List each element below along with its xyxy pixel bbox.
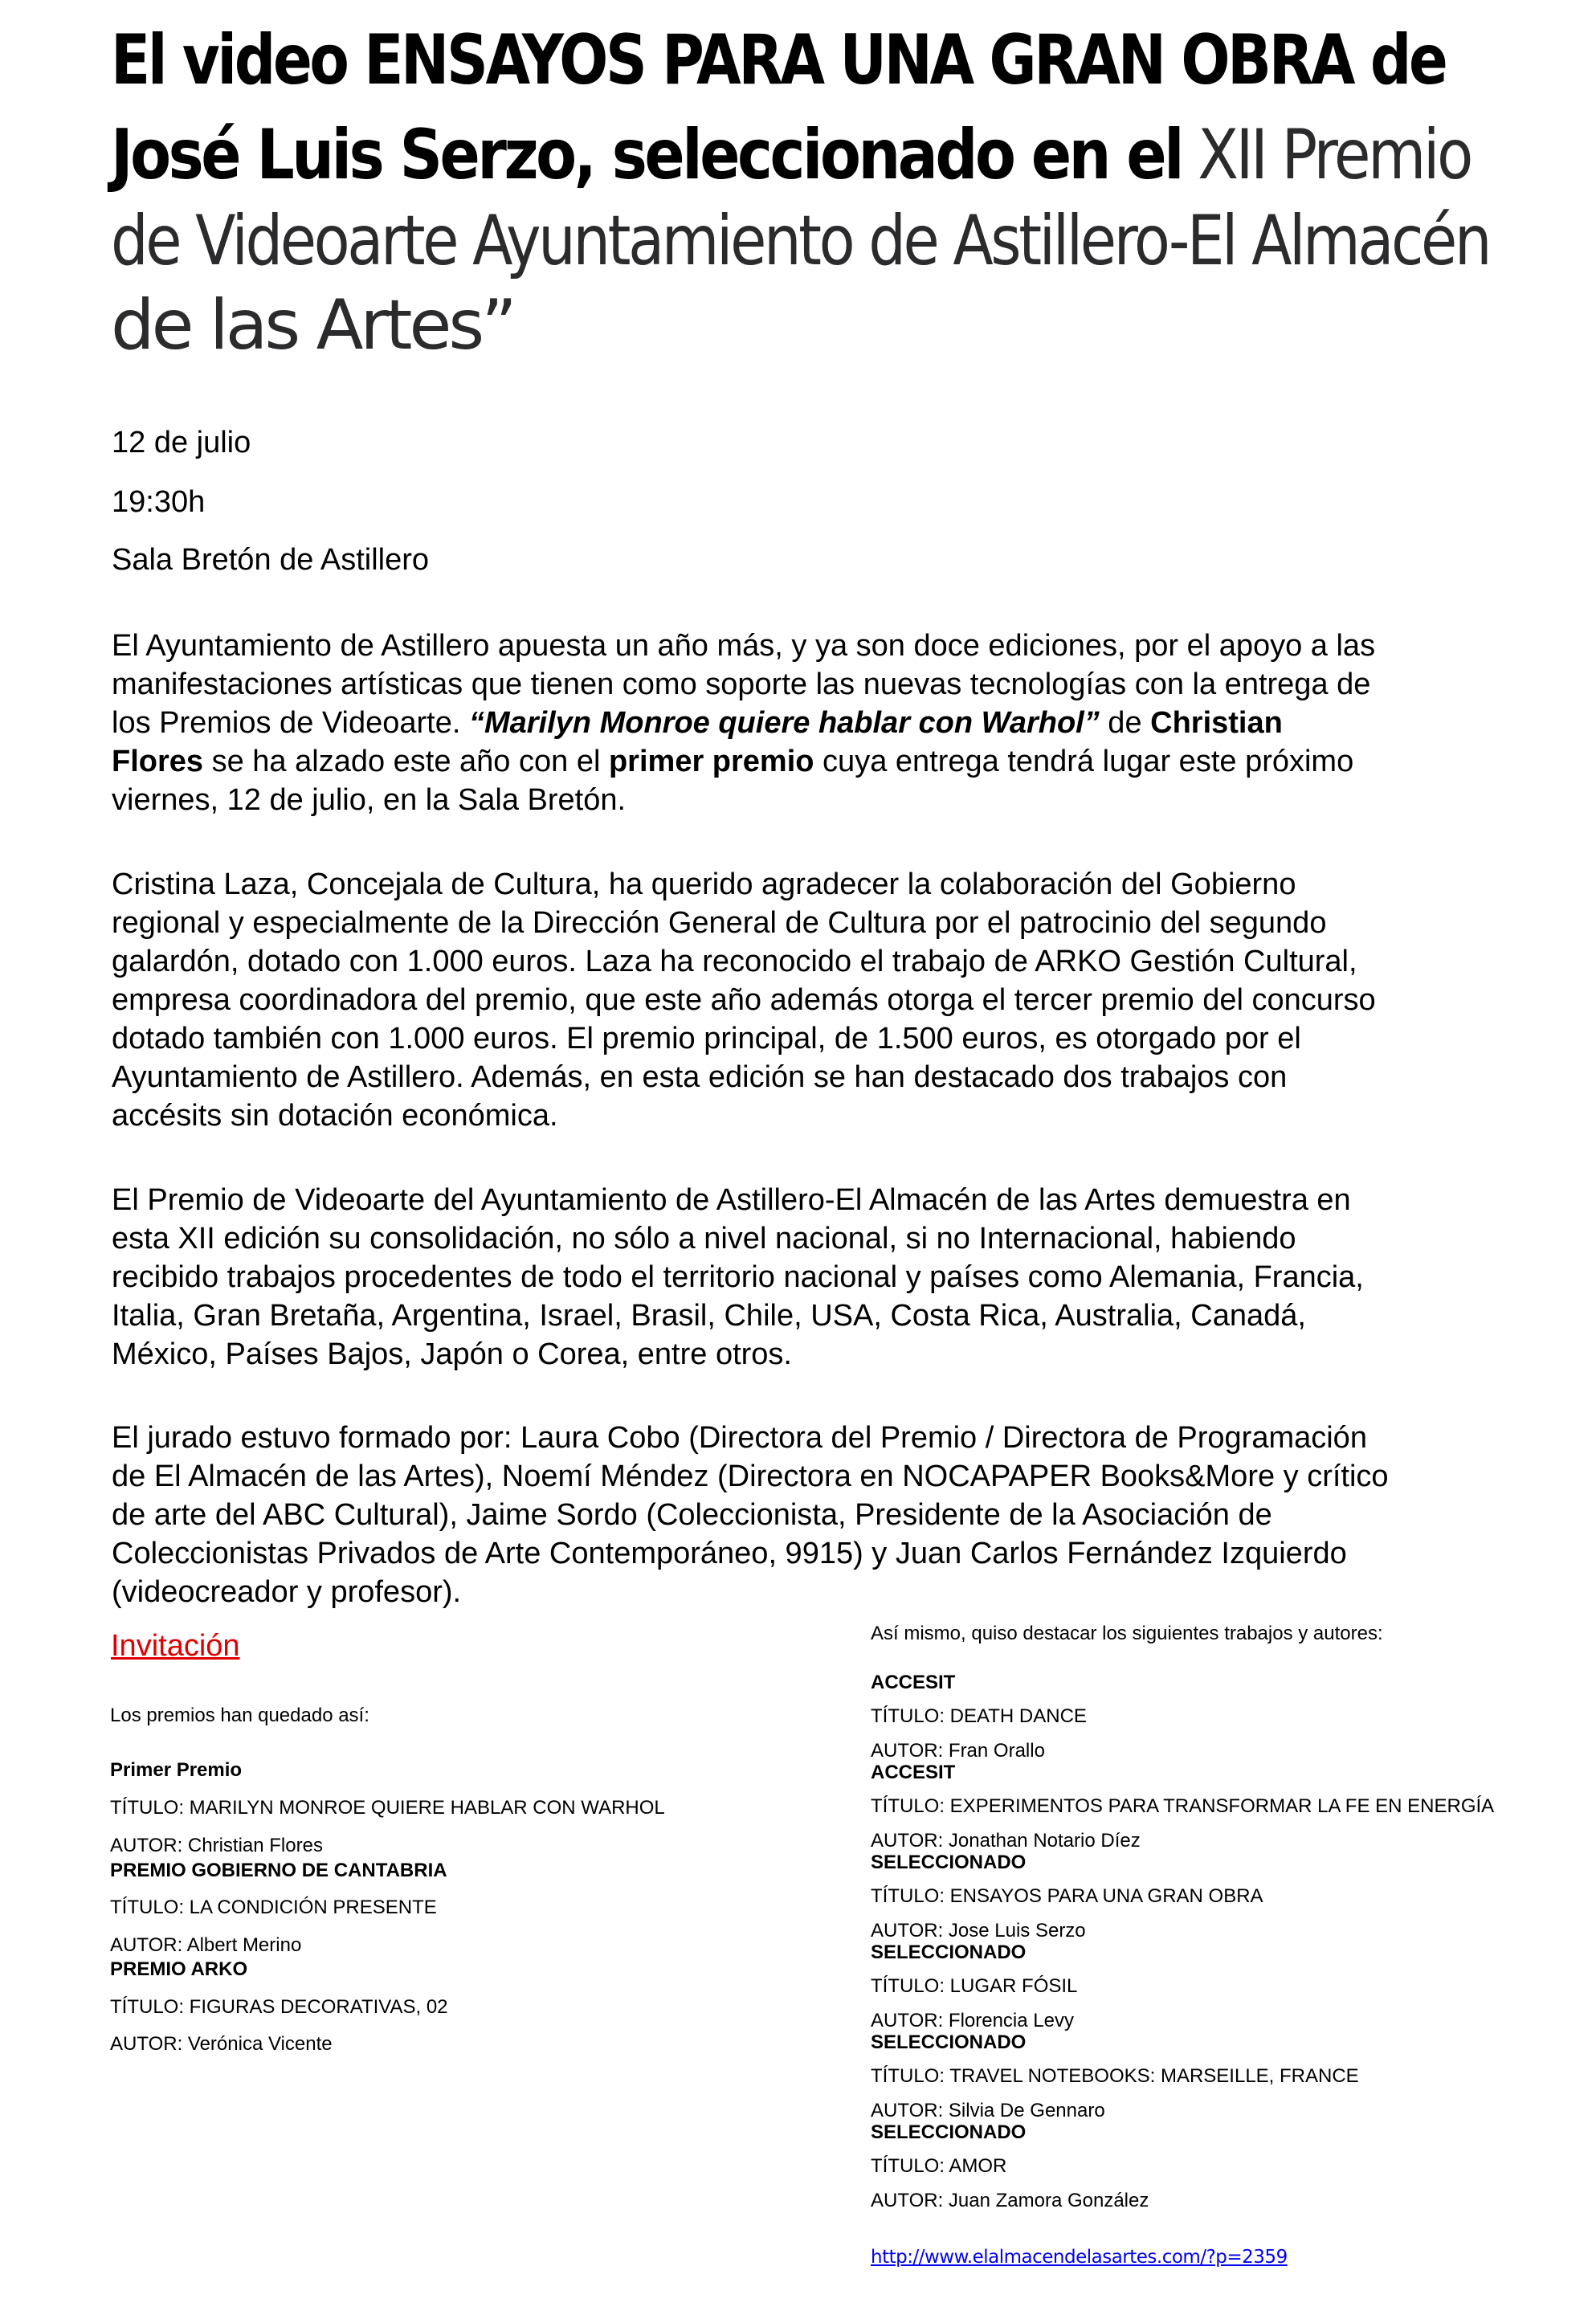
- paragraph-line: regional y especialmente de la Dirección General de Cultura por el patrocinio del segundo: [112, 906, 1327, 940]
- highlights-intro: Así mismo, quiso destacar los siguientes trabajos y autores:: [871, 1623, 1383, 1644]
- prize-category: Primer Premio: [110, 1759, 243, 1781]
- highlight-author: AUTOR: Silvia De Gennaro: [871, 2100, 1105, 2121]
- body-paragraph-1: [112, 627, 1525, 819]
- headline-regular-text: de Videoarte Ayuntamiento de Astillero-El Almacén: [111, 201, 1490, 281]
- highlight-title: TÍTULO: EXPERIMENTOS PARA TRANSFORMAR LA FE EN ENERGÍA: [871, 1795, 1495, 1817]
- paragraph-line: El jurado estuvo formado por: Laura Cobo (Directora del Premio / Directora de Programación: [112, 1421, 1367, 1455]
- paragraph-line: (videocreador y profesor).: [112, 1575, 462, 1609]
- highlight-category: SELECCIONADO: [871, 2031, 1027, 2053]
- paragraph-line: manifestaciones artísticas que tienen como soporte las nuevas tecnologías con la entrega de: [112, 668, 1371, 701]
- prize-title: TÍTULO: MARILYN MONROE QUIERE HABLAR CON WARHOL: [110, 1797, 665, 1819]
- paragraph-line: recibido trabajos procedentes de todo el territorio nacional y países como Alemania, Francia,: [112, 1260, 1364, 1294]
- invitation-link[interactable]: Invitación: [111, 1629, 240, 1663]
- source-url-link[interactable]: http://www.elalmacendelasartes.com/?p=2359: [871, 2247, 1288, 2268]
- prize-category: PREMIO ARKO: [110, 1958, 248, 1980]
- highlight-author: AUTOR: Jonathan Notario Díez: [871, 1830, 1141, 1852]
- headline-line-1: [111, 20, 1446, 100]
- paragraph-line: galardón, dotado con 1.000 euros. Laza ha reconocido el trabajo de ARKO Gestión Cultural,: [112, 945, 1357, 978]
- paragraph-line: Coleccionistas Privados de Arte Contemporáneo, 9915) y Juan Carlos Fernández Izquierdo: [112, 1537, 1347, 1570]
- highlight-title: TÍTULO: TRAVEL NOTEBOOKS: MARSEILLE, FRANCE: [871, 2065, 1359, 2087]
- headline-line-4: [111, 285, 514, 365]
- prizes-intro: Los premios han quedado así:: [110, 1705, 369, 1726]
- paragraph-text: de: [1099, 706, 1151, 740]
- paragraph-line: Ayuntamiento de Astillero. Además, en esta edición se han destacado dos trabajos con: [112, 1060, 1288, 1094]
- paragraph-line: [112, 742, 1353, 781]
- highlight-category: SELECCIONADO: [871, 1852, 1027, 1873]
- headline-bold-text: José Luis Serzo, seleccionado en el: [111, 115, 1182, 195]
- highlight-author: AUTOR: Fran Orallo: [871, 1740, 1045, 1762]
- winner-name: Christian: [1150, 706, 1283, 740]
- headline-line-3: [111, 201, 1490, 281]
- headline-bold-text: El video ENSAYOS PARA UNA GRAN OBRA de: [111, 20, 1446, 100]
- prize-title: TÍTULO: LA CONDICIÓN PRESENTE: [110, 1897, 437, 1918]
- paragraph-line: dotado también con 1.000 euros. El premio principal, de 1.500 euros, es otorgado por el: [112, 1022, 1301, 1056]
- highlight-title: TÍTULO: LUGAR FÓSIL: [871, 1975, 1078, 1997]
- highlight-author: AUTOR: Jose Luis Serzo: [871, 1920, 1086, 1942]
- prize-author: AUTOR: Christian Flores: [110, 1835, 323, 1856]
- highlight-category: ACCESIT: [871, 1672, 956, 1693]
- paragraph-line: de arte del ABC Cultural), Jaime Sordo (Coleccionista, Presidente de la Asociación de: [112, 1498, 1272, 1532]
- paragraph-line: México, Países Bajos, Japón o Corea, entre otros.: [112, 1337, 792, 1371]
- first-prize-text: primer premio: [608, 745, 814, 778]
- paragraph-text: se ha alzado este año con el: [203, 745, 609, 778]
- highlight-category: SELECCIONADO: [871, 1942, 1027, 1963]
- paragraph-text: cuya entrega tendrá lugar este próximo: [814, 745, 1354, 778]
- prize-category: PREMIO GOBIERNO DE CANTABRIA: [110, 1860, 447, 1881]
- highlight-category: ACCESIT: [871, 1762, 956, 1783]
- highlight-title: TÍTULO: ENSAYOS PARA UNA GRAN OBRA: [871, 1885, 1263, 1907]
- winning-work-title: “Marilyn Monroe quiere hablar con Warhol”: [468, 706, 1100, 740]
- highlight-title: TÍTULO: DEATH DANCE: [871, 1705, 1087, 1727]
- paragraph-line: El Premio de Videoarte del Ayuntamiento de Astillero-El Almacén de las Artes demuestra en: [112, 1183, 1351, 1217]
- paragraph-line: de El Almacén de las Artes), Noemí Méndez (Directora en NOCAPAPER Books&More y crítico: [112, 1460, 1389, 1493]
- paragraph-line: accésits sin dotación económica.: [112, 1099, 558, 1133]
- winner-name: Flores: [112, 745, 204, 778]
- headline-line-2: [111, 115, 1471, 195]
- highlight-title: TÍTULO: AMOR: [871, 2155, 1007, 2177]
- body-paragraph-2: [112, 865, 1525, 1135]
- headline-regular-text: de las Artes”: [111, 285, 514, 365]
- paragraph-line: El Ayuntamiento de Astillero apuesta un año más, y ya son doce ediciones, por el apoyo a las: [112, 629, 1376, 663]
- event-time: 19:30h: [112, 485, 206, 519]
- paragraph-line: [112, 704, 1283, 742]
- paragraph-text: los Premios de Videoarte.: [112, 706, 469, 740]
- event-venue: Sala Bretón de Astillero: [112, 543, 430, 577]
- paragraph-line: viernes, 12 de julio, en la Sala Bretón.: [112, 783, 627, 817]
- paragraph-line: esta XII edición su consolidación, no sólo a nivel nacional, si no Internacional, habiendo: [112, 1222, 1296, 1256]
- event-date: 12 de julio: [112, 426, 251, 459]
- prize-title: TÍTULO: FIGURAS DECORATIVAS, 02: [110, 1996, 448, 2018]
- headline-regular-text: XII Premio: [1182, 115, 1471, 195]
- paragraph-line: Italia, Gran Bretaña, Argentina, Israel, Brasil, Chile, USA, Costa Rica, Australia, Canadá,: [112, 1299, 1306, 1333]
- prize-author: AUTOR: Verónica Vicente: [110, 2033, 333, 2055]
- body-paragraph-4: [112, 1419, 1525, 1611]
- prize-author: AUTOR: Albert Merino: [110, 1934, 302, 1956]
- paragraph-line: Cristina Laza, Concejala de Cultura, ha querido agradecer la colaboración del Gobierno: [112, 868, 1296, 901]
- highlight-author: AUTOR: Florencia Levy: [871, 2010, 1074, 2031]
- body-paragraph-3: [112, 1181, 1525, 1374]
- highlight-category: SELECCIONADO: [871, 2121, 1027, 2143]
- paragraph-line: empresa coordinadora del premio, que este año además otorga el tercer premio del concurso: [112, 983, 1376, 1017]
- highlight-author: AUTOR: Juan Zamora González: [871, 2190, 1149, 2211]
